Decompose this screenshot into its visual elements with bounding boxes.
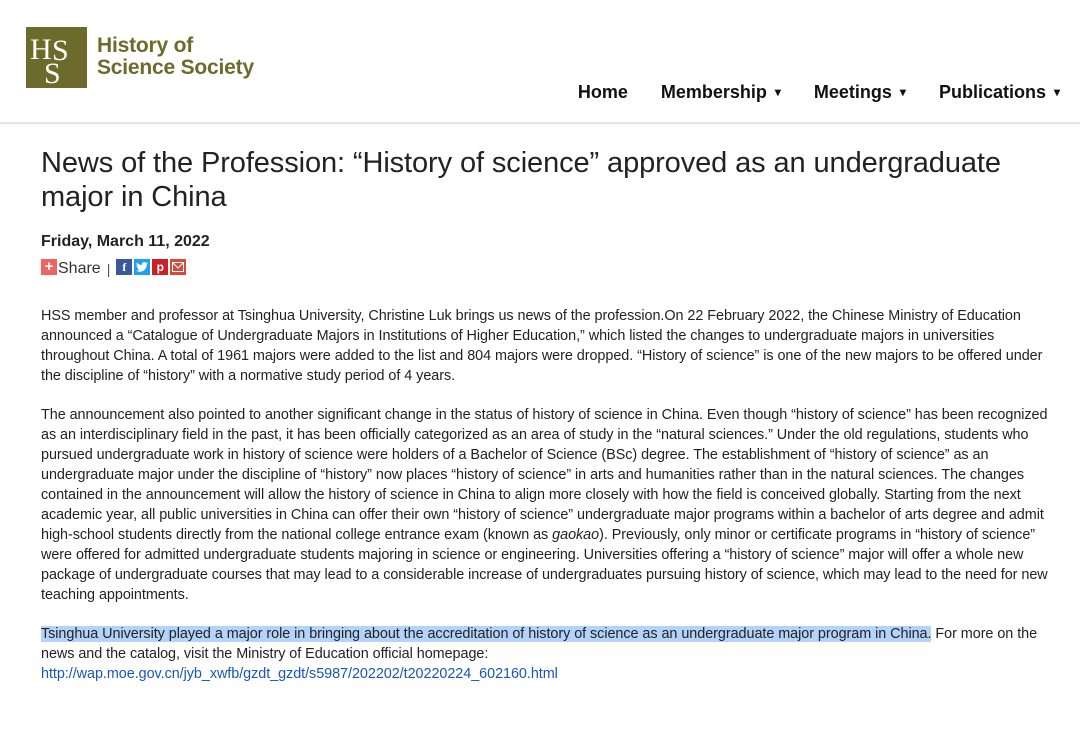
pinterest-icon[interactable]: p xyxy=(152,259,168,275)
logo-line1: History of xyxy=(97,34,194,57)
email-icon[interactable] xyxy=(170,259,186,275)
article xyxy=(41,146,1051,684)
main-nav xyxy=(545,82,1060,103)
share-plus-icon[interactable]: + xyxy=(41,259,57,275)
article-title: News of the Profession: “History of science” approved as an undergraduate major in China xyxy=(41,147,1001,213)
chevron-down-icon: ▾ xyxy=(899,85,906,99)
svg-text:S: S xyxy=(44,57,61,88)
chevron-down-icon: ▾ xyxy=(774,85,781,99)
nav-meetings-label: Meetings xyxy=(813,82,892,102)
svg-text:H: H xyxy=(30,33,52,66)
hss-logo-mark xyxy=(26,27,87,88)
share-button[interactable]: Share xyxy=(58,260,101,277)
nav-membership[interactable] xyxy=(661,82,781,103)
nav-home[interactable] xyxy=(578,82,628,103)
gaokao-term: gaokao xyxy=(552,527,600,543)
article-paragraph-2 xyxy=(41,405,1051,605)
site-header xyxy=(0,0,1080,124)
highlighted-text-selection[interactable]: Tsinghua University played a major role in bringing about the accreditation of history of science as an undergraduate major program in China. xyxy=(41,626,932,642)
logo-wordmark xyxy=(97,35,254,79)
nav-membership-label: Membership xyxy=(660,82,767,102)
article-paragraph-3 xyxy=(41,624,1051,684)
article-paragraph-1: HSS member and professor at Tsinghua University, Christine Luk brings us news of the profession.On 22 February 2022, the Chinese Ministry of Education announced a “Catalogue of Undergraduate Majors in Institutions of Higher Education,” which listed the changes to undergraduate majors in universities throughout China. A total of 1961 majors were added to the list and 804 majors were dropped. “History of science” is one of the new majors to be offered under the discipline of “history” with a normative study period of 4 years. xyxy=(41,308,1043,384)
moe-homepage-link[interactable]: http://wap.moe.gov.cn/jyb_xwfb/gzdt_gzdt/s5987/202202/t20220224_602160.html xyxy=(41,666,558,682)
hss-monogram-icon xyxy=(26,27,87,88)
share-separator: | xyxy=(106,261,111,277)
nav-home-label: Home xyxy=(577,82,628,102)
paragraph-2-text-a: The announcement also pointed to another significant change in the status of history of science in China. Even though “history of science” has been recognized as an interdisciplinary field in the past, it has been officially categorized as an area of study in the “natural sciences.” Under the old regulations, students who pursued undergraduate work in history of science were holders of a Bachelor of Science (BSc) degree. The establishment of “history of science” as an undergraduate major under the discipline of “history” now places “history of science” in arts and humanities rather than in the natural sciences. The changes contained in the announcement will allow the history of science in China to align more closely with how the field is conceived globally. Starting from the next academic year, all public universities in China can offer their own “history of science” undergraduate major programs within a bachelor of arts degree and admit high-school students directly from the national college entrance exam (known as xyxy=(41,407,1048,543)
share-bar xyxy=(41,259,1051,279)
nav-meetings[interactable] xyxy=(814,82,906,103)
site-logo[interactable] xyxy=(26,27,254,88)
chevron-down-icon: ▾ xyxy=(1053,85,1060,99)
svg-text:S: S xyxy=(52,34,69,67)
paragraph-2-text-b: ). Previously, only minor or certificate programs in “history of science” were offered for admitted undergraduate students majoring in science or engineering. Universities offering a “history of science” major will offer a whole new package of undergraduate courses that may lead to a considerable increase of undergraduates pursuing history of science, which may lead to the need for new teaching appointments. xyxy=(41,527,1048,603)
facebook-icon[interactable]: f xyxy=(116,259,132,275)
nav-publications-label: Publications xyxy=(938,82,1046,102)
paragraph-3-text: For more on the news and the catalog, visit the Ministry of Education official homepage: xyxy=(41,626,1038,662)
article-date: Friday, March 11, 2022 xyxy=(41,233,210,250)
twitter-icon[interactable] xyxy=(134,259,150,275)
logo-line2: Science Society xyxy=(97,56,254,79)
nav-publications[interactable] xyxy=(939,82,1060,103)
